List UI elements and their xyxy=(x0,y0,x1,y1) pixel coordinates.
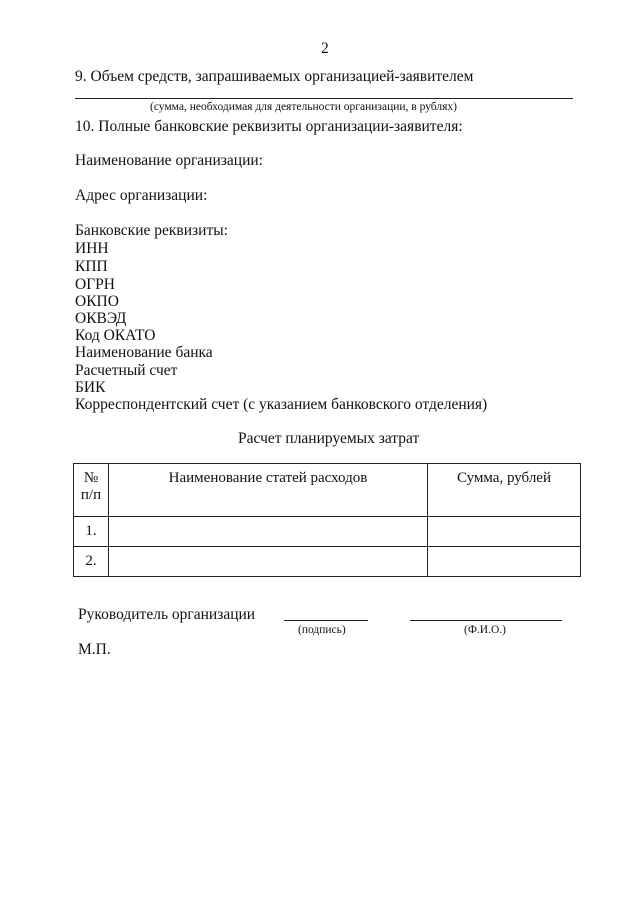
row-sum-cell xyxy=(428,517,581,547)
header-name: Наименование статей расходов xyxy=(109,464,428,517)
org-name-label: Наименование организации: xyxy=(75,152,263,169)
item9-amount-line xyxy=(75,98,573,99)
costs-title: Расчет планируемых затрат xyxy=(238,430,420,447)
field-okpo: ОКПО xyxy=(75,293,119,310)
field-okved: ОКВЭД xyxy=(75,310,127,327)
field-bank-name: Наименование банка xyxy=(75,344,213,361)
org-address-label: Адрес организации: xyxy=(75,187,208,204)
field-inn: ИНН xyxy=(75,240,109,257)
field-corr-account: Корреспондентский счет (с указанием банковского отделения) xyxy=(75,396,488,413)
row-num: 2. xyxy=(74,547,109,577)
row-name-cell xyxy=(109,517,428,547)
field-account: Расчетный счет xyxy=(75,362,178,379)
costs-table-header xyxy=(74,464,581,517)
table-row xyxy=(74,547,581,577)
name-hint: (Ф.И.О.) xyxy=(464,624,506,636)
page-number: 2 xyxy=(321,40,329,57)
row-num: 1. xyxy=(74,517,109,547)
name-line xyxy=(410,620,562,621)
header-sum: Сумма, рублей xyxy=(428,464,581,517)
header-num-line2: п/п xyxy=(80,487,102,503)
header-num-line1: № xyxy=(83,470,99,486)
field-bik: БИК xyxy=(75,379,106,396)
head-label: Руководитель организации xyxy=(78,606,256,623)
stamp-label: М.П. xyxy=(78,641,111,658)
item9-hint: (сумма, необходимая для деятельности организации, в рублях) xyxy=(150,101,457,113)
row-sum-cell xyxy=(428,547,581,577)
item9-label: 9. Объем средств, запрашиваемых организацией-заявителем xyxy=(75,68,474,85)
item10-label: 10. Полные банковские реквизиты организации-заявителя: xyxy=(75,118,463,135)
header-num xyxy=(74,464,109,517)
field-okato: Код ОКАТО xyxy=(75,327,156,344)
bank-details-label: Банковские реквизиты: xyxy=(75,222,228,239)
table-row xyxy=(74,517,581,547)
field-ogrn: ОГРН xyxy=(75,276,115,293)
costs-table xyxy=(73,463,581,577)
field-kpp: КПП xyxy=(75,258,108,275)
signature-hint: (подпись) xyxy=(298,624,346,636)
row-name-cell xyxy=(109,547,428,577)
signature-line xyxy=(284,620,368,621)
